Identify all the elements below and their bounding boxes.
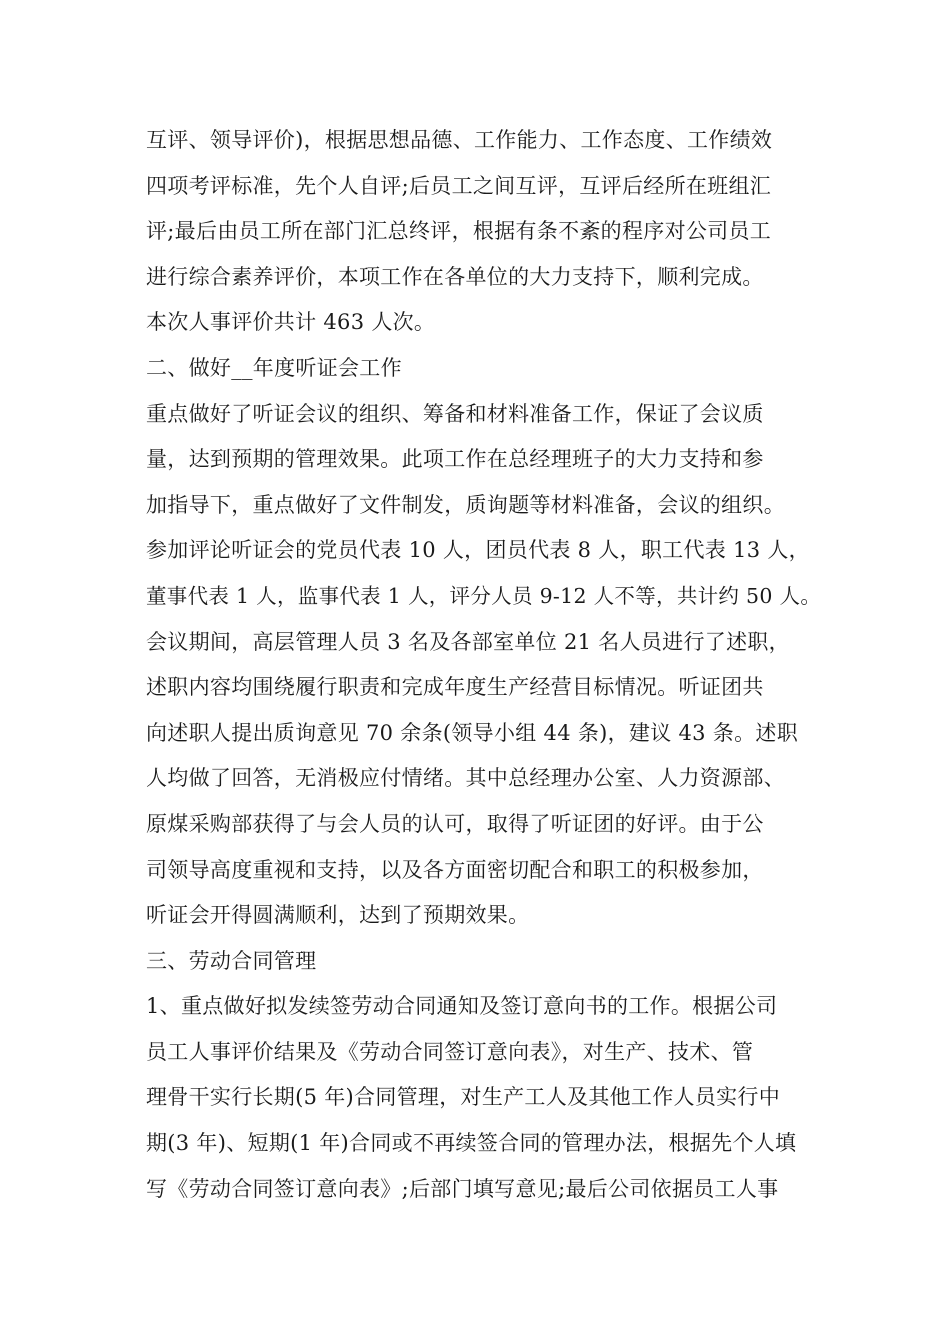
paragraph-line: 人均做了回答，无消极应付情绪。其中总经理办公室、人力资源部、 — [146, 766, 785, 791]
paragraph-line: 1、重点做好拟发续签劳动合同通知及签订意向书的工作。根据公司 — [146, 994, 778, 1019]
paragraph-line: 员工人事评价结果及《劳动合同签订意向表》，对生产、技术、管 — [146, 1039, 754, 1064]
document-body — [146, 118, 826, 1212]
paragraph-line: 本次人事评价共计 463 人次。 — [146, 310, 436, 335]
paragraph-line: 进行综合素养评价，本项工作在各单位的大力支持下，顺利完成。 — [146, 264, 764, 289]
paragraph-line: 重点做好了听证会议的组织、筹备和材料准备工作，保证了会议质 — [146, 401, 764, 426]
paragraph-line: 加指导下，重点做好了文件制发，质询题等材料准备，会议的组织。 — [146, 492, 785, 517]
paragraph-line: 参加评论听证会的党员代表 10 人，团员代表 8 人，职工代表 13 人， — [146, 538, 810, 563]
paragraph-line: 写《劳动合同签订意向表》;后部门填写意见;最后公司依据员工人事 — [146, 1176, 779, 1201]
paragraph-line: 述职内容均围绕履行职责和完成年度生产经营目标情况。听证团共 — [146, 675, 764, 700]
paragraph-line: 四项考评标准，先个人自评;后员工之间互评，互评后经所在班组汇 — [146, 173, 772, 198]
paragraph-line: 理骨干实行长期(5 年)合同管理，对生产工人及其他工作人员实行中 — [146, 1085, 781, 1110]
paragraph-line: 听证会开得圆满顺利，达到了预期效果。 — [146, 903, 530, 928]
section-heading: 三、劳动合同管理 — [146, 948, 317, 973]
paragraph-line: 向述职人提出质询意见 70 余条(领导小组 44 条)，建议 43 条。述职 — [146, 720, 798, 745]
paragraph-line: 互评、领导评价)，根据思想品德、工作能力、工作态度、工作绩效 — [146, 128, 773, 152]
paragraph-line: 量，达到预期的管理效果。此项工作在总经理班子的大力支持和参 — [146, 447, 764, 472]
paragraph-line: 原煤采购部获得了与会人员的认可，取得了听证团的好评。由于公 — [146, 811, 764, 836]
paragraph-line: 评;最后由员工所在部门汇总终评，根据有条不紊的程序对公司员工 — [146, 219, 772, 244]
paragraph-line: 期(3 年)、短期(1 年)合同或不再续签合同的管理办法，根据先个人填 — [146, 1131, 797, 1156]
paragraph-line: 会议期间，高层管理人员 3 名及各部室单位 21 名人员进行了述职， — [146, 629, 790, 654]
section-heading: 二、做好__年度听证会工作 — [146, 355, 402, 380]
paragraph-line: 董事代表 1 人，监事代表 1 人，评分人员 9-12 人不等，共计约 50 人。 — [146, 583, 822, 608]
paragraph-line: 司领导高度重视和支持，以及各方面密切配合和职工的积极参加， — [146, 857, 764, 882]
